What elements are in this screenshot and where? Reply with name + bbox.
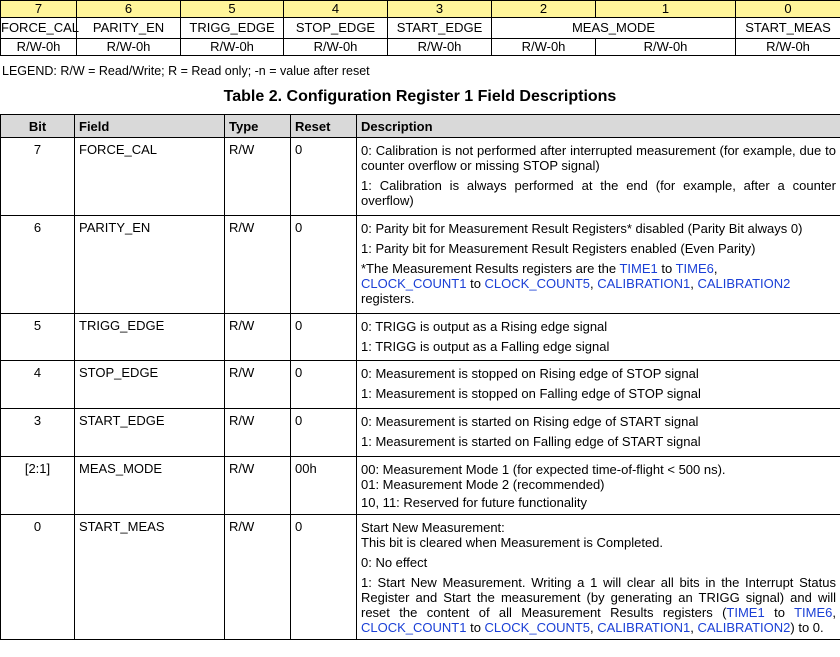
link-clock-count5[interactable]: CLOCK_COUNT5 — [484, 620, 591, 635]
bit-cell: 3 — [1, 409, 75, 457]
access-value: R/W-0h — [492, 39, 596, 56]
field-cell: START_EDGE — [75, 409, 225, 457]
description-cell — [357, 457, 840, 515]
field-name: STOP_EDGE — [284, 18, 388, 39]
long-text: 1: Start New Measurement. Writing a 1 will clear all bits in the Interrupt Status Register and Start the measurement (by generating an TRIGG signal) and will reset the content of all Measurement Results registers ( — [361, 575, 836, 620]
description-text: 1: Calibration is always performed at the end (for example, after a counter overflow) — [361, 178, 836, 208]
description-text: 1: Measurement is stopped on Falling edge of STOP signal — [361, 386, 701, 401]
header-description: Description — [357, 115, 840, 138]
register-bitmap — [0, 0, 840, 56]
note-text: , — [590, 276, 598, 291]
bit-number: 3 — [388, 1, 492, 18]
register-note — [361, 261, 836, 306]
field-name: FORCE_CAL — [1, 18, 77, 39]
header-field: Field — [75, 115, 225, 138]
table-title: Table 2. Configuration Register 1 Field Descriptions — [223, 88, 617, 105]
header-reset: Reset — [291, 115, 357, 138]
field-cell: START_MEAS — [75, 515, 225, 640]
table-row — [1, 457, 840, 515]
access-value: R/W-0h — [736, 39, 840, 56]
description-cell — [357, 216, 840, 314]
description-text — [361, 462, 836, 492]
note-text: to — [466, 276, 485, 291]
description-cell — [357, 409, 840, 457]
bit-number: 5 — [181, 1, 284, 18]
bit-number-row — [1, 1, 840, 18]
description-cell — [357, 515, 840, 640]
access-row — [1, 39, 840, 56]
field-name: MEAS_MODE — [492, 18, 736, 39]
description-text: 0: TRIGG is output as a Rising edge signal — [361, 319, 608, 334]
link-clock-count1[interactable]: CLOCK_COUNT1 — [361, 276, 467, 291]
field-cell: PARITY_EN — [75, 216, 225, 314]
intro-line: Start New Measurement: — [361, 520, 505, 535]
long-text: , — [690, 620, 698, 635]
long-text: ) to 0. — [790, 620, 824, 635]
description-cell — [357, 138, 840, 216]
description-text: 0: Measurement is started on Rising edge of START signal — [361, 414, 699, 429]
bit-cell: 7 — [1, 138, 75, 216]
description-text: 1: TRIGG is output as a Falling edge signal — [361, 339, 610, 354]
bit-cell: 5 — [1, 314, 75, 361]
link-clock-count1[interactable]: CLOCK_COUNT1 — [361, 620, 467, 635]
header-bit: Bit — [1, 115, 75, 138]
field-description-table — [0, 114, 840, 640]
access-value: R/W-0h — [181, 39, 284, 56]
link-time1[interactable]: TIME1 — [619, 261, 658, 276]
note-text: , — [690, 276, 698, 291]
description-text — [361, 520, 836, 550]
table-row — [1, 361, 840, 409]
reset-cell: 00h — [291, 457, 357, 515]
field-cell: STOP_EDGE — [75, 361, 225, 409]
field-name-row — [1, 18, 840, 39]
description-text: 0: Parity bit for Measurement Result Registers* disabled (Parity Bit always 0) — [361, 221, 803, 236]
header-type: Type — [225, 115, 291, 138]
description-cell — [357, 361, 840, 409]
reset-cell: 0 — [291, 138, 357, 216]
link-time6[interactable]: TIME6 — [675, 261, 714, 276]
bit-number: 2 — [492, 1, 596, 18]
type-cell: R/W — [225, 515, 291, 640]
field-name: PARITY_EN — [77, 18, 181, 39]
table-row — [1, 216, 840, 314]
bit-number: 6 — [77, 1, 181, 18]
note-text: registers. — [361, 291, 415, 306]
type-cell: R/W — [225, 409, 291, 457]
type-cell: R/W — [225, 361, 291, 409]
field-cell: TRIGG_EDGE — [75, 314, 225, 361]
description-text: 1: Parity bit for Measurement Result Registers enabled (Even Parity) — [361, 241, 756, 256]
access-value: R/W-0h — [77, 39, 181, 56]
access-value: R/W-0h — [388, 39, 492, 56]
long-text: to — [764, 605, 795, 620]
bit-cell: [2:1] — [1, 457, 75, 515]
note-text: , — [713, 261, 718, 276]
description-text: 10, 11: Reserved for future functionality — [361, 495, 587, 510]
mode-line: 00: Measurement Mode 1 (for expected time-of-flight < 500 ns). — [361, 462, 726, 477]
long-text: , — [832, 605, 836, 620]
bit-number: 0 — [736, 1, 840, 18]
bit-number: 1 — [596, 1, 736, 18]
reset-cell: 0 — [291, 409, 357, 457]
bit-cell: 6 — [1, 216, 75, 314]
field-cell: MEAS_MODE — [75, 457, 225, 515]
link-calibration1[interactable]: CALIBRATION1 — [597, 276, 691, 291]
long-text: to — [466, 620, 485, 635]
bit-cell: 0 — [1, 515, 75, 640]
type-cell: R/W — [225, 457, 291, 515]
field-name: START_EDGE — [388, 18, 492, 39]
link-clock-count5[interactable]: CLOCK_COUNT5 — [484, 276, 591, 291]
table-row — [1, 515, 840, 640]
intro-line: This bit is cleared when Measurement is Completed. — [361, 535, 664, 550]
type-cell: R/W — [225, 138, 291, 216]
description-text — [361, 575, 836, 635]
access-value: R/W-0h — [596, 39, 736, 56]
description-text: 0: No effect — [361, 555, 428, 570]
table-row — [1, 138, 840, 216]
bit-number: 4 — [284, 1, 388, 18]
type-cell: R/W — [225, 314, 291, 361]
bit-cell: 4 — [1, 361, 75, 409]
description-text: 0: Measurement is stopped on Rising edge of STOP signal — [361, 366, 699, 381]
description-cell — [357, 314, 840, 361]
bit-number: 7 — [1, 1, 77, 18]
access-value: R/W-0h — [284, 39, 388, 56]
field-name: START_MEAS — [736, 18, 840, 39]
header-row — [1, 115, 840, 138]
reset-cell: 0 — [291, 361, 357, 409]
long-text: , — [590, 620, 598, 635]
link-calibration1[interactable]: CALIBRATION1 — [597, 620, 691, 635]
link-time1[interactable]: TIME1 — [726, 605, 765, 620]
field-name: TRIGG_EDGE — [181, 18, 284, 39]
link-time6[interactable]: TIME6 — [794, 605, 833, 620]
reset-cell: 0 — [291, 314, 357, 361]
legend-text: LEGEND: R/W = Read/Write; R = Read only; -n = value after reset — [2, 64, 370, 78]
description-text: 0: Calibration is not performed after interrupted measurement (for example, due to counter overflow or missing STOP signal) — [361, 143, 836, 173]
note-text: *The Measurement Results registers are the — [361, 261, 620, 276]
link-calibration2[interactable]: CALIBRATION2 — [697, 620, 791, 635]
description-text: 1: Measurement is started on Falling edge of START signal — [361, 434, 701, 449]
field-cell: FORCE_CAL — [75, 138, 225, 216]
mode-line: 01: Measurement Mode 2 (recommended) — [361, 477, 605, 492]
note-text: to — [657, 261, 676, 276]
table-row — [1, 314, 840, 361]
link-calibration2[interactable]: CALIBRATION2 — [697, 276, 791, 291]
reset-cell: 0 — [291, 216, 357, 314]
access-value: R/W-0h — [1, 39, 77, 56]
type-cell: R/W — [225, 216, 291, 314]
table-row — [1, 409, 840, 457]
reset-cell: 0 — [291, 515, 357, 640]
